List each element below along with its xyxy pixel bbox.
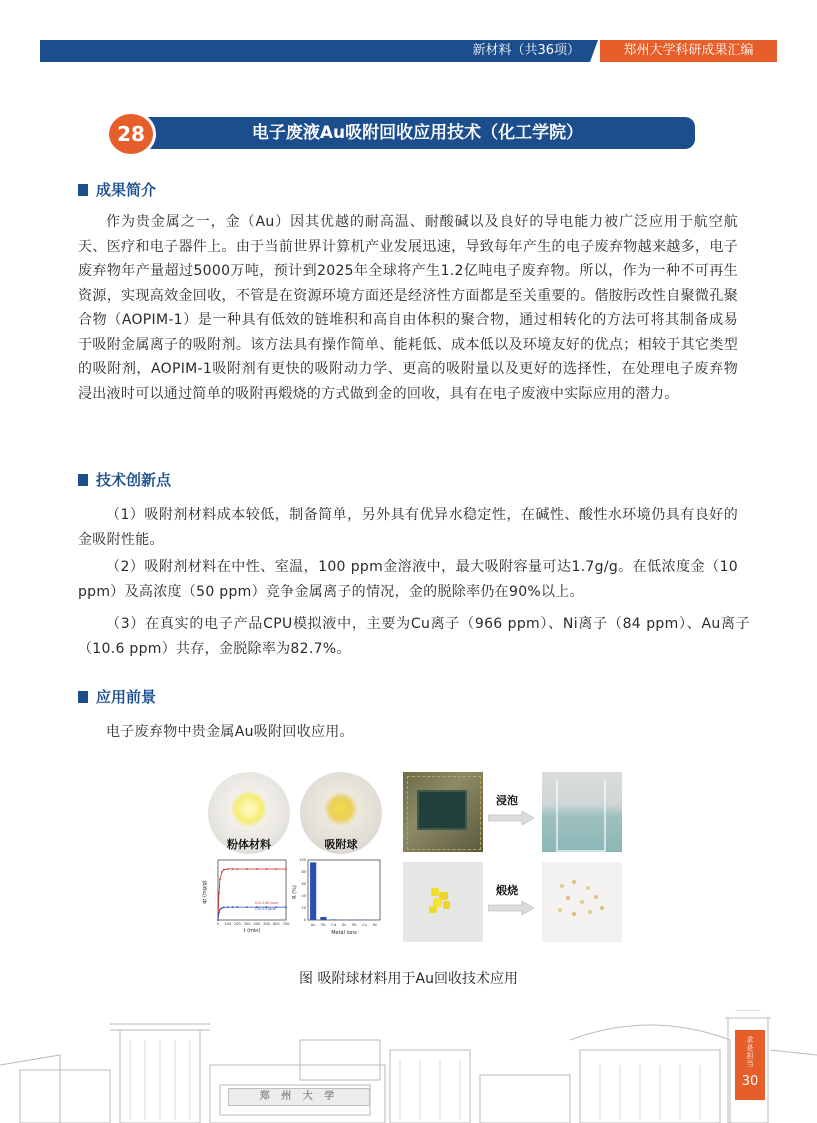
line-point	[219, 909, 221, 911]
x-tick-label: 400	[253, 922, 261, 926]
particle	[558, 908, 562, 912]
soak-label: 浸泡	[496, 794, 518, 807]
section-heading-text: 应用前景	[96, 688, 157, 706]
bar	[320, 917, 326, 920]
gold-product-photo	[542, 862, 622, 942]
adsorption-kinetics-chart	[200, 856, 290, 936]
cpu-photo	[403, 772, 483, 852]
line-point	[221, 907, 223, 909]
y-tick-label: 0	[303, 918, 306, 922]
line-point	[285, 906, 287, 908]
section-marker	[78, 184, 88, 196]
bar	[310, 862, 316, 920]
x-tick-label: Zn	[341, 923, 347, 927]
line-point	[217, 919, 219, 921]
particle	[594, 895, 598, 899]
section-marker	[78, 474, 88, 486]
footer-buildings-illustration	[0, 1010, 817, 1123]
cpu-pins	[407, 776, 481, 850]
line-point	[227, 868, 229, 870]
leach-solution-photo	[542, 772, 622, 852]
bar	[331, 919, 337, 920]
bead	[431, 888, 439, 896]
x-tick-label: 0	[216, 922, 220, 926]
particle	[580, 900, 584, 904]
section-heading-innovation	[78, 470, 171, 490]
bar-chart-xlabel: Metal ions	[331, 930, 357, 936]
section-heading-text: 成果简介	[96, 181, 157, 199]
header-section-label: 新材料（共36项）	[472, 43, 580, 58]
x-tick-label: Ni	[373, 923, 377, 927]
line-point	[285, 868, 287, 870]
line-chart-xlabel: t (min)	[243, 928, 261, 934]
figure	[200, 766, 620, 946]
x-tick-label: Cd	[331, 923, 337, 927]
particle	[588, 910, 592, 914]
line-point	[227, 906, 229, 908]
figure-caption: 图 吸附球材料用于Au回收技术应用	[299, 971, 518, 987]
line-point	[275, 868, 277, 870]
y-tick-label: 40	[301, 894, 306, 898]
line-point	[256, 868, 258, 870]
bead	[429, 906, 437, 913]
page-number: 30	[741, 1074, 759, 1089]
particle	[560, 884, 564, 888]
section-marker	[78, 691, 88, 703]
intro-paragraph: 作为贵金属之一，金（Au）因其优越的耐高温、耐酸碱以及良好的导电能力被广泛应用于航空航天、医疗和电子器件上。由于当前世界计算机产业发展迅速，导致每年产生的电子废弃物越来越多，电子废弃物年产量超过5000万吨，预计到2025年全球将产生1.2亿吨电子废弃物。所以，作为一种不可再生资源，实现高效金回收，不管是在资源环境方面还是经济性方面都是至关重要的。偕胺肟改性自聚微孔聚合物（AOPIM-1）是一种具有低效的链堆积和高自由体积的聚合物，通过相转化的方法可将其制备成易于吸附金属离子的吸附剂。该方法具有操作简单、能耗低、成本低以及环境友好的优点；相较于其它类型的吸附剂，AOPIM-1吸附剂有更快的吸附动力学、更高的吸附量以及更好的选择性，在处理电子废弃物浸出液时可以通过简单的吸附再煅烧的方式做到金的回收，具有在电子废液中实际应用的潜力。	[78, 214, 738, 402]
line-chart-ylabel: qt (mg/g)	[202, 880, 208, 904]
page-title: 电子废液Au吸附回收应用技术（化工学院）	[140, 117, 695, 149]
motto: 求是担当	[746, 1036, 754, 1068]
line-point	[246, 906, 248, 908]
line-point	[223, 907, 225, 909]
x-tick-label: 100	[224, 922, 232, 926]
x-tick-label: 300	[243, 922, 251, 926]
line-point	[237, 868, 239, 870]
header-publication: 郑州大学科研成果汇编	[600, 40, 777, 62]
y-tick-label: 100	[299, 858, 306, 862]
line-point	[223, 869, 225, 871]
innovation-point-2: （2）吸附剂材料在中性、室温，100 ppm金溶液中，最大吸附容量可达1.7g/g。在低浓度金（10 ppm）及高浓度（50 ppm）竞争金属离子的情况，金的脱除率仍在90%以上。	[78, 559, 738, 600]
beaker	[556, 780, 606, 852]
beads-label: 吸附球	[324, 838, 358, 851]
legend-entry: C0=10 ppm	[255, 907, 277, 911]
particle	[600, 906, 604, 910]
line-point	[232, 906, 234, 908]
x-tick-label: 200	[234, 922, 241, 926]
loaded-beads-photo	[403, 862, 483, 942]
line-point	[232, 868, 234, 870]
line-point	[266, 868, 268, 870]
powder-label: 粉体材料	[227, 838, 271, 851]
innovation-point-3: （3）在真实的电子产品CPU模拟液中，主要为Cu离子（966 ppm）、Ni离子（84 ppm）、Au离子（10.6 ppm）共存，金脱除率为82.7%。	[78, 616, 750, 657]
legend-entry: C0=100 ppm	[255, 901, 279, 905]
x-tick-label: Cu	[362, 923, 367, 927]
section-heading-text: 技术创新点	[96, 471, 172, 489]
x-tick-label: Pb	[321, 923, 326, 927]
x-tick-label: 500	[263, 922, 270, 926]
line-point	[246, 868, 248, 870]
building-sign: 郑 州 大 学	[228, 1088, 370, 1106]
x-tick-label: Au	[310, 923, 316, 927]
line-point	[237, 906, 239, 908]
item-number-badge: 28	[106, 111, 156, 157]
section-heading-intro	[78, 180, 156, 200]
y-tick-label: 80	[301, 870, 306, 874]
bar-chart-ylabel: R (%)	[292, 885, 298, 899]
calcine-label: 煅烧	[496, 884, 518, 897]
particle	[572, 912, 576, 916]
y-tick-label: 20	[301, 906, 306, 910]
line-point	[219, 879, 221, 881]
innovation-point-1: （1）吸附剂材料成本较低，制备简单，另外具有优异水稳定性，在碱性、酸性水环境仍具有良好的金吸附性能。	[78, 507, 738, 548]
application-text: 电子废弃物中贵金属Au吸附回收应用。	[106, 724, 354, 740]
x-tick-label: 700	[282, 922, 290, 926]
line-point	[218, 892, 220, 894]
particle	[566, 896, 570, 900]
section-heading-application	[78, 687, 156, 707]
particle	[572, 880, 576, 884]
removal-rate-bar-chart	[290, 856, 385, 936]
x-tick-label: Pb	[352, 923, 357, 927]
line-point	[221, 871, 223, 873]
bar-chart-frame	[308, 860, 380, 920]
soak-arrow	[488, 811, 534, 825]
bead	[443, 901, 450, 909]
page-number-box	[735, 1030, 765, 1100]
calcine-arrow	[488, 901, 534, 915]
line-point	[218, 912, 220, 914]
particle	[586, 886, 590, 890]
y-tick-label: 60	[301, 882, 306, 886]
x-tick-label: 600	[272, 922, 280, 926]
